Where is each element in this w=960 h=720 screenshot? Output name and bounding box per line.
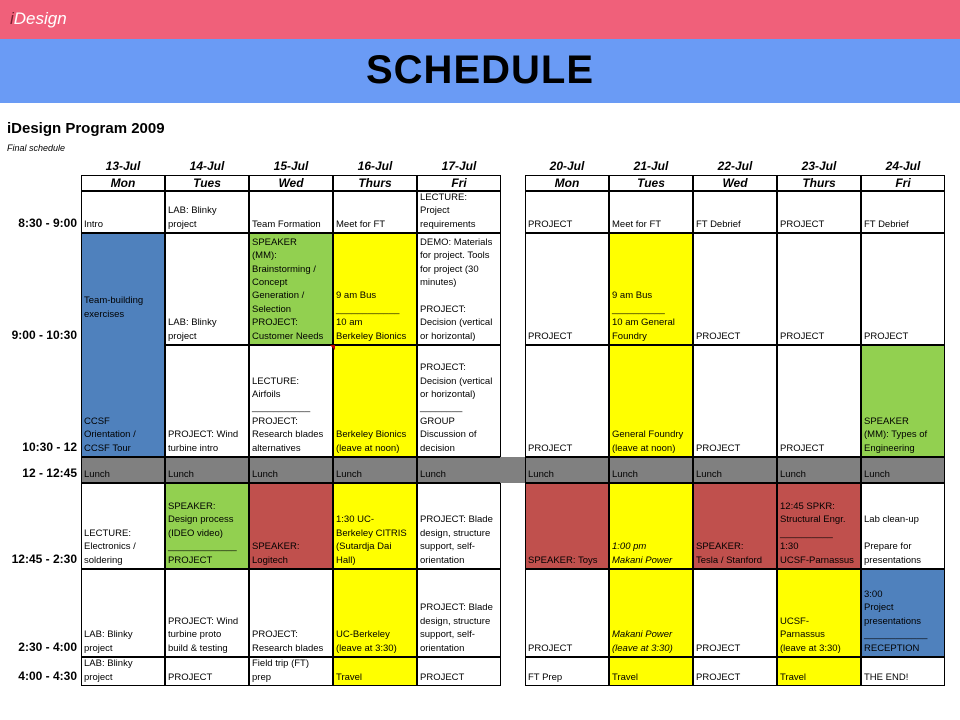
date-label: 14-Jul xyxy=(189,159,225,173)
cell-text-line: General Foundry xyxy=(612,429,684,441)
cell-text-line: project xyxy=(84,642,113,654)
cell-text-line: turbine intro xyxy=(168,442,219,454)
cell-text-line: (MM): xyxy=(252,250,277,262)
schedule-cell xyxy=(861,191,945,233)
cell-text-line: __________ xyxy=(612,303,665,315)
schedule-cell xyxy=(525,657,609,686)
cell-text-line: PROJECT xyxy=(696,642,741,654)
cell-text-line: Lunch xyxy=(780,468,806,480)
cell-text-line: prep xyxy=(252,671,272,683)
schedule-cell xyxy=(249,191,333,233)
time-slot-label: 8:30 - 9:00 xyxy=(18,216,77,230)
schedule-cell xyxy=(165,233,249,345)
cell-text-line: LECTURE: xyxy=(420,191,467,203)
cell-text-line: Travel xyxy=(612,671,639,683)
cell-text-line: alternatives xyxy=(252,442,301,454)
schedule-cell xyxy=(165,345,249,457)
cell-text-line: Hall) xyxy=(336,554,356,566)
cell-text-line: design, structure xyxy=(420,615,491,627)
cell-text-line: Makani Power xyxy=(612,554,673,566)
cell-text-line: FT Prep xyxy=(528,671,563,683)
date-label: 13-Jul xyxy=(105,159,141,173)
schedule-cell xyxy=(609,457,693,483)
brand-logo xyxy=(10,9,67,29)
cell-text-line: SPEAKER xyxy=(252,236,297,248)
cell-text-line: PROJECT: Blade xyxy=(420,514,493,526)
cell-text-line: or horizontal) xyxy=(420,330,476,342)
day-label: Mon xyxy=(554,176,580,190)
cell-text-line: (leave at noon) xyxy=(336,442,400,454)
comment-marker xyxy=(330,345,335,350)
cell-text-line: design, structure xyxy=(420,527,491,539)
cell-text-line: requirements xyxy=(420,218,476,230)
schedule-cell xyxy=(525,457,609,483)
cell-text-line: PROJECT xyxy=(780,218,825,230)
day-label: Wed xyxy=(278,176,304,190)
cell-text-line: (MM): Types of xyxy=(864,429,928,441)
day-label: Fri xyxy=(451,176,467,190)
page-title: SCHEDULE xyxy=(365,48,595,92)
cell-text-line: Selection xyxy=(252,303,292,315)
cell-text-line: LAB: Blinky xyxy=(168,317,217,329)
cell-text-line: GROUP xyxy=(420,415,455,427)
cell-text-line: Team-building xyxy=(84,295,144,307)
cell-text-line: for project (30 xyxy=(420,263,479,275)
cell-text-line: LAB: Blinky xyxy=(84,629,133,641)
cell-text-line: 1:30 UC- xyxy=(336,514,375,526)
schedule-cell xyxy=(81,191,165,233)
cell-text-line xyxy=(84,401,162,414)
cell-text-line: UC-Berkeley xyxy=(336,629,390,641)
cell-text-line: LAB: Blinky xyxy=(168,205,217,217)
cell-text-line: PROJECT: xyxy=(420,303,466,315)
time-slot-label: 4:00 - 4:30 xyxy=(18,669,77,683)
cell-text-line: ___________ xyxy=(252,402,311,414)
cell-text-line: 1:30 xyxy=(780,541,799,553)
cell-text-line: Lunch xyxy=(420,468,446,480)
cell-text-line: SPEAKER: xyxy=(252,541,300,553)
schedule-cell xyxy=(777,569,861,657)
schedule-cell xyxy=(693,569,777,657)
cell-text-line: Design process xyxy=(168,514,234,526)
schedule-cell xyxy=(609,483,693,569)
cell-text-line: SPEAKER: xyxy=(168,500,216,512)
cell-text-line: support, self- xyxy=(420,541,475,553)
schedule-cell xyxy=(417,345,501,457)
schedule-cell xyxy=(333,569,417,657)
schedule-cell xyxy=(165,191,249,233)
schedule-cell xyxy=(81,457,165,483)
cell-text-line: __________ xyxy=(780,527,833,539)
cell-text-line: Structural Engr. xyxy=(780,514,846,526)
cell-text-line: SPEAKER: xyxy=(696,541,744,553)
time-slot-label: 12:45 - 2:30 xyxy=(11,552,77,566)
cell-text-line: PROJECT: xyxy=(252,415,298,427)
cell-text-line: SPEAKER xyxy=(864,415,909,427)
cell-text-line: Project xyxy=(420,205,450,217)
schedule-cell xyxy=(165,657,249,686)
cell-text-line: UCSF- xyxy=(780,615,810,627)
cell-text-line: ____________ xyxy=(336,303,400,315)
cell-text-line: PROJECT xyxy=(420,671,465,683)
cell-text-line xyxy=(84,321,162,334)
cell-text-line: 10 am General xyxy=(612,317,675,329)
brand-rest: Design xyxy=(13,9,67,28)
cell-text-line xyxy=(864,527,942,540)
day-label: Wed xyxy=(722,176,748,190)
cell-text-line: PROJECT xyxy=(864,330,909,342)
cell-text-line: PROJECT xyxy=(696,671,741,683)
cell-text-line: 1:00 pm xyxy=(612,541,647,553)
cell-text-line: Makani Power xyxy=(612,629,673,641)
cell-text-line: presentations xyxy=(864,615,922,627)
time-slot-label: 2:30 - 4:00 xyxy=(18,640,77,654)
cell-text-line: 10 am xyxy=(336,317,363,329)
cell-text-line: PROJECT xyxy=(528,218,573,230)
cell-text-line: (Sutardja Dai xyxy=(336,541,392,553)
cell-text-line: PROJECT: xyxy=(252,629,298,641)
schedule-cell xyxy=(609,657,693,686)
schedule-cell xyxy=(165,457,249,483)
cell-text-line: Foundry xyxy=(612,330,647,342)
schedule-cell xyxy=(609,233,693,345)
cell-text-line: Team Formation xyxy=(252,218,321,230)
cell-text-line: (leave at 3:30) xyxy=(336,642,397,654)
cell-text-line: project xyxy=(168,330,197,342)
cell-text-line: or horizontal) xyxy=(420,388,476,400)
cell-text-line: Lunch xyxy=(864,468,890,480)
schedule-cell xyxy=(417,569,501,657)
cell-text-line: exercises xyxy=(84,308,125,320)
cell-text-line: UCSF-Parnassus xyxy=(780,554,854,566)
cell-text-line: Meet for FT xyxy=(612,218,662,230)
cell-text-line: Research blades xyxy=(252,642,324,654)
lunch-gap-bar xyxy=(500,457,525,483)
cell-text-line: ____________ xyxy=(864,629,928,641)
schedule-cell xyxy=(777,191,861,233)
cell-text-line: decision xyxy=(420,442,455,454)
cell-text-line: (leave at 3:30) xyxy=(780,642,841,654)
cell-text-line: Lunch xyxy=(252,468,278,480)
schedule-cell xyxy=(693,191,777,233)
schedule-cell xyxy=(609,191,693,233)
cell-text-line xyxy=(84,375,162,388)
cell-text-line: Project xyxy=(864,602,894,614)
cell-text-line: LECTURE: xyxy=(252,375,299,387)
cell-text-line: CCSF xyxy=(84,415,110,427)
cell-text-line: Brainstorming / xyxy=(252,263,316,275)
cell-text-line: CCSF Tour xyxy=(84,442,131,454)
schedule-cell xyxy=(525,569,609,657)
cell-text-line: Concept xyxy=(252,276,288,288)
cell-text-line: ________ xyxy=(420,402,463,414)
cell-text-line: PROJECT: xyxy=(252,317,298,329)
day-label: Tues xyxy=(193,176,221,190)
cell-text-line: 9 am Bus xyxy=(612,290,653,302)
cell-text-line: PROJECT xyxy=(168,554,213,566)
schedule-cell xyxy=(609,569,693,657)
schedule-cell xyxy=(333,191,417,233)
cell-text-line: soldering xyxy=(84,554,123,566)
cell-text-line: 9 am Bus xyxy=(336,290,377,302)
schedule-cell xyxy=(417,191,501,233)
date-label: 16-Jul xyxy=(357,159,393,173)
cell-text-line: Electronics / xyxy=(84,541,136,553)
cell-text-line: minutes) xyxy=(420,276,457,288)
cell-text-line: RECEPTION xyxy=(864,642,920,654)
day-label: Mon xyxy=(110,176,136,190)
schedule-cell xyxy=(81,569,165,657)
cell-text-line: PROJECT xyxy=(528,642,573,654)
cell-text-line: Meet for FT xyxy=(336,218,386,230)
schedule-cell xyxy=(165,483,249,569)
schedule-cell xyxy=(249,657,333,686)
time-slot-label: 9:00 - 10:30 xyxy=(11,328,77,342)
schedule-cell xyxy=(525,191,609,233)
time-slot-label: 10:30 - 12 xyxy=(22,440,77,454)
cell-text-line: build & testing xyxy=(168,642,228,654)
cell-text-line: FT Debrief xyxy=(864,218,909,230)
cell-text-line: Engineering xyxy=(864,442,915,454)
schedule-cell xyxy=(417,457,501,483)
cell-text-line: SPEAKER: Toys xyxy=(528,554,598,566)
cell-text-line: Logitech xyxy=(252,554,288,566)
cell-text-line: Travel xyxy=(336,671,363,683)
schedule-cell xyxy=(777,457,861,483)
cell-text-line: Decision (vertical xyxy=(420,375,493,387)
cell-text-line: Discussion of xyxy=(420,429,477,441)
cell-text-line: Berkeley CITRIS xyxy=(336,527,407,539)
schedule-cell xyxy=(333,233,417,345)
cell-text-line: DEMO: Materials xyxy=(420,236,493,248)
cell-text-line: support, self- xyxy=(420,629,475,641)
day-label: Tues xyxy=(637,176,665,190)
schedule-cell xyxy=(249,569,333,657)
cell-text-line: PROJECT: Wind xyxy=(168,429,239,441)
brand-bar xyxy=(0,0,960,39)
schedule-cell xyxy=(525,233,609,345)
cell-text-line: Customer Needs xyxy=(252,330,324,342)
cell-text-line: (IDEO video) xyxy=(168,527,223,539)
cell-text-line: Airfoils xyxy=(252,388,281,400)
schedule-cell xyxy=(693,483,777,569)
date-label: 22-Jul xyxy=(717,159,753,173)
schedule-cell xyxy=(777,483,861,569)
cell-text-line: Orientation / xyxy=(84,429,136,441)
cell-text-line: Parnassus xyxy=(780,629,825,641)
schedule-cell xyxy=(81,233,165,457)
schedule-cell xyxy=(249,483,333,569)
cell-text-line: PROJECT xyxy=(528,442,573,454)
cell-text-line: project xyxy=(168,218,197,230)
cell-text-line: PROJECT xyxy=(696,442,741,454)
schedule-cell xyxy=(249,345,333,457)
cell-text-line: PROJECT xyxy=(696,330,741,342)
schedule-cell xyxy=(525,345,609,457)
cell-text-line: PROJECT xyxy=(168,671,213,683)
schedule-cell xyxy=(81,483,165,569)
day-label: Thurs xyxy=(358,176,392,190)
cell-text-line: (leave at 3:30) xyxy=(612,642,673,654)
schedule-cell xyxy=(333,345,417,457)
schedule-cell xyxy=(777,657,861,686)
cell-text-line: Lab clean-up xyxy=(864,514,919,526)
cell-text-line: PROJECT xyxy=(780,330,825,342)
schedule-cell xyxy=(861,657,945,686)
brand-lead: i xyxy=(10,9,14,28)
cell-text-line: Decision (vertical xyxy=(420,317,493,329)
schedule-cell xyxy=(693,657,777,686)
cell-text-line: PROJECT: xyxy=(420,362,466,374)
cell-text-line xyxy=(84,348,162,361)
cell-text-line: Lunch xyxy=(84,468,110,480)
day-label: Thurs xyxy=(802,176,836,190)
cell-text-line: Research blades xyxy=(252,429,324,441)
schedule-cell xyxy=(861,457,945,483)
cell-text-line: Intro xyxy=(84,218,104,230)
schedule-cell xyxy=(861,483,945,569)
date-label: 24-Jul xyxy=(885,159,921,173)
cell-text-line: (leave at noon) xyxy=(612,442,676,454)
cell-text-line: FT Debrief xyxy=(696,218,741,230)
cell-text-line: Tesla / Stanford xyxy=(696,554,763,566)
cell-text-line xyxy=(84,388,162,401)
cell-text-line: Field trip (FT) xyxy=(252,658,309,670)
schedule-cell xyxy=(165,569,249,657)
cell-text-line xyxy=(420,289,498,302)
time-slot-label: 12 - 12:45 xyxy=(22,466,77,480)
cell-text-line: Travel xyxy=(780,671,807,683)
schedule-cell xyxy=(417,233,501,345)
cell-text-line: LECTURE: xyxy=(84,527,131,539)
cell-text-line: Lunch xyxy=(696,468,722,480)
schedule-cell xyxy=(333,657,417,686)
date-label: 20-Jul xyxy=(549,159,585,173)
schedule-cell xyxy=(81,657,165,686)
cell-text-line: PROJECT xyxy=(780,442,825,454)
schedule-cell xyxy=(693,345,777,457)
schedule-cell xyxy=(777,233,861,345)
day-label: Fri xyxy=(895,176,911,190)
cell-text-line: Berkeley Bionics xyxy=(336,330,407,342)
cell-text-line: for project. Tools xyxy=(420,250,490,262)
schedule-cell xyxy=(525,483,609,569)
cell-text-line: PROJECT xyxy=(528,330,573,342)
cell-text-line: Lunch xyxy=(168,468,194,480)
schedule-cell xyxy=(333,457,417,483)
cell-text-line: Lunch xyxy=(612,468,638,480)
cell-text-line: orientation xyxy=(420,642,465,654)
date-label: 21-Jul xyxy=(633,159,669,173)
cell-text-line: Lunch xyxy=(336,468,362,480)
schedule-cell xyxy=(417,483,501,569)
cell-text-line: THE END! xyxy=(864,671,909,683)
schedule-cell xyxy=(861,345,945,457)
cell-text-line: turbine proto xyxy=(168,629,222,641)
schedule-cell xyxy=(861,233,945,345)
cell-text-line: orientation xyxy=(420,554,465,566)
cell-text-line: Prepare for xyxy=(864,541,912,553)
schedule-cell xyxy=(249,457,333,483)
cell-text-line: PROJECT: Blade xyxy=(420,602,493,614)
cell-text-line: 3:00 xyxy=(864,588,883,600)
schedule-cell xyxy=(693,233,777,345)
date-label: 23-Jul xyxy=(801,159,837,173)
cell-text-line: Berkeley Bionics xyxy=(336,429,407,441)
cell-text-line xyxy=(84,361,162,374)
cell-text-line: project xyxy=(84,671,113,683)
date-label: 15-Jul xyxy=(273,159,309,173)
schedule-cell xyxy=(417,657,501,686)
schedule-cell xyxy=(861,569,945,657)
cell-text-line: Generation / xyxy=(252,290,305,302)
cell-text-line: PROJECT: Wind xyxy=(168,615,239,627)
schedule-cell xyxy=(333,483,417,569)
schedule-cell xyxy=(249,233,333,345)
cell-text-line: LAB: Blinky xyxy=(84,658,133,670)
cell-text-line: Lunch xyxy=(528,468,554,480)
program-title: iDesign Program 2009 xyxy=(7,120,165,137)
schedule-subtitle: Final schedule xyxy=(7,143,66,153)
cell-text-line: presentations xyxy=(864,554,922,566)
schedule-cell xyxy=(777,345,861,457)
cell-text-line: 12:45 SPKR: xyxy=(780,500,835,512)
schedule-cell xyxy=(609,345,693,457)
date-label: 17-Jul xyxy=(441,159,477,173)
cell-text-line: _____________ xyxy=(168,541,237,553)
schedule-cell xyxy=(693,457,777,483)
cell-text-line xyxy=(84,334,162,347)
